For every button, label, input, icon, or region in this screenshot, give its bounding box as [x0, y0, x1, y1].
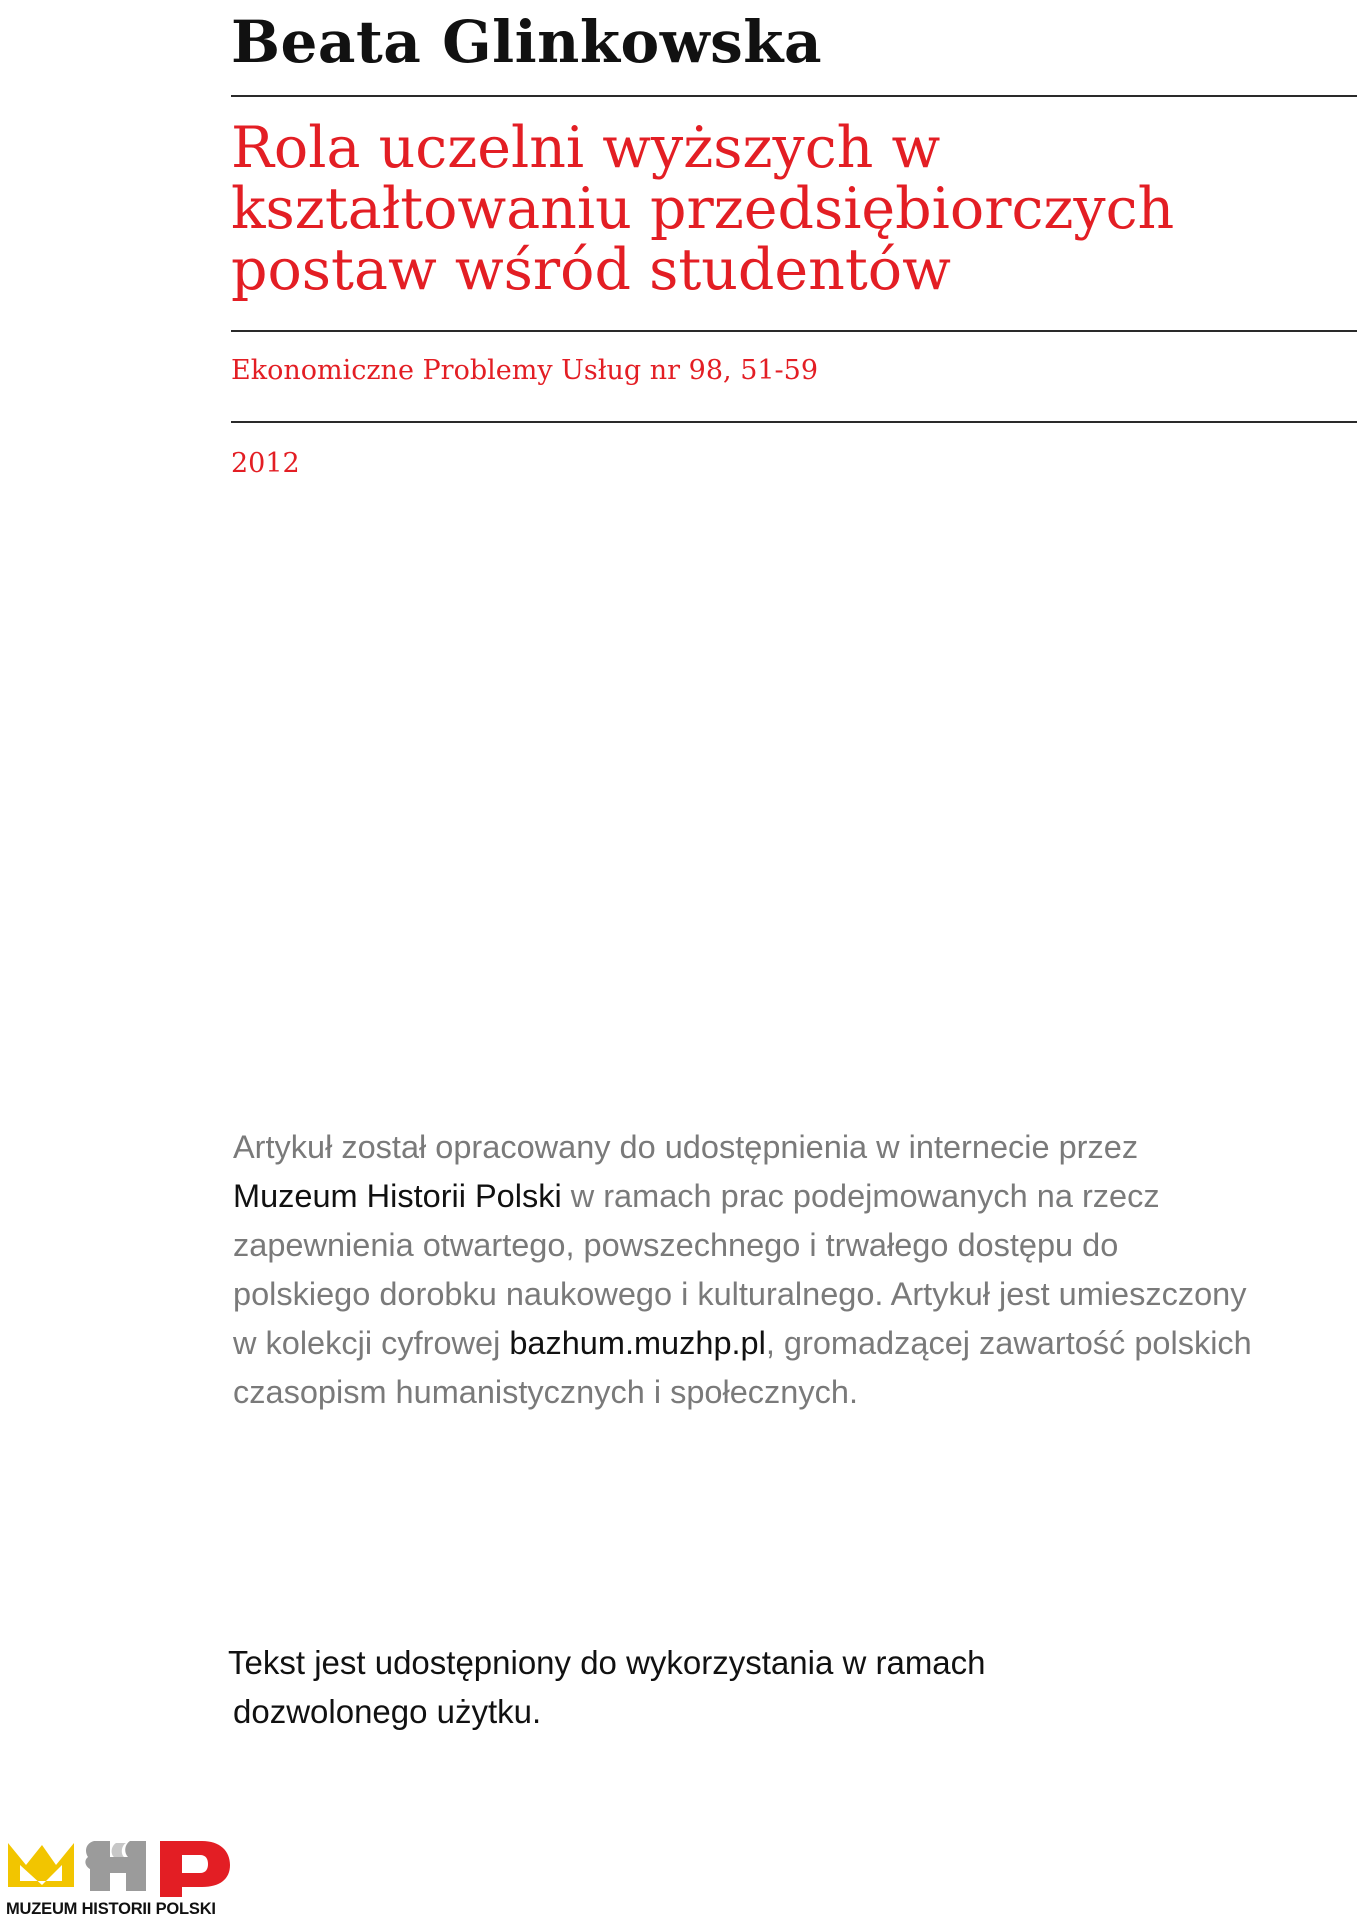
title-line: postaw wśród studentów [231, 237, 951, 303]
publication-year: 2012 [231, 448, 300, 479]
divider [231, 95, 1357, 97]
collection-site: bazhum.muzhp.pl [509, 1325, 766, 1361]
divider [231, 421, 1357, 423]
license-text: Tekst jest udostępniony do wykorzystania w ramach [228, 1644, 986, 1681]
crown-icon [8, 1843, 74, 1887]
notice-text: Artykuł został opracowany do udostępnienia w internecie przez [233, 1129, 1139, 1165]
divider [231, 330, 1357, 332]
author-name: Beata Glinkowska [231, 8, 823, 76]
museum-name: Muzeum Historii Polski [233, 1178, 562, 1214]
title-line: kształtowaniu przedsiębiorczych [231, 176, 1175, 242]
license-notice [228, 1638, 1228, 1736]
notice-text: w kolekcji cyfrowej [233, 1325, 510, 1361]
p-letter-icon [160, 1841, 230, 1897]
logo-caption: MUZEUM HISTORII POLSKI [6, 1900, 216, 1918]
notice-text: , gromadzącej zawartość polskich [765, 1325, 1252, 1361]
notice-text: w ramach prac podejmowanych na rzecz [561, 1178, 1160, 1214]
title-line: Rola uczelni wyższych w [231, 115, 941, 181]
journal-citation: Ekonomiczne Problemy Usług nr 98, 51-59 [231, 355, 819, 386]
digitization-notice [233, 1123, 1333, 1417]
notice-text: zapewnienia otwartego, powszechnego i trwałego dostępu do [233, 1227, 1119, 1263]
license-text: dozwolonego użytku. [233, 1693, 542, 1730]
notice-text: czasopism humanistycznych i społecznych. [233, 1374, 858, 1410]
notice-text: polskiego dorobku naukowego i kulturalnego. Artykuł jest umieszczony [233, 1276, 1247, 1312]
article-title [231, 115, 1331, 303]
